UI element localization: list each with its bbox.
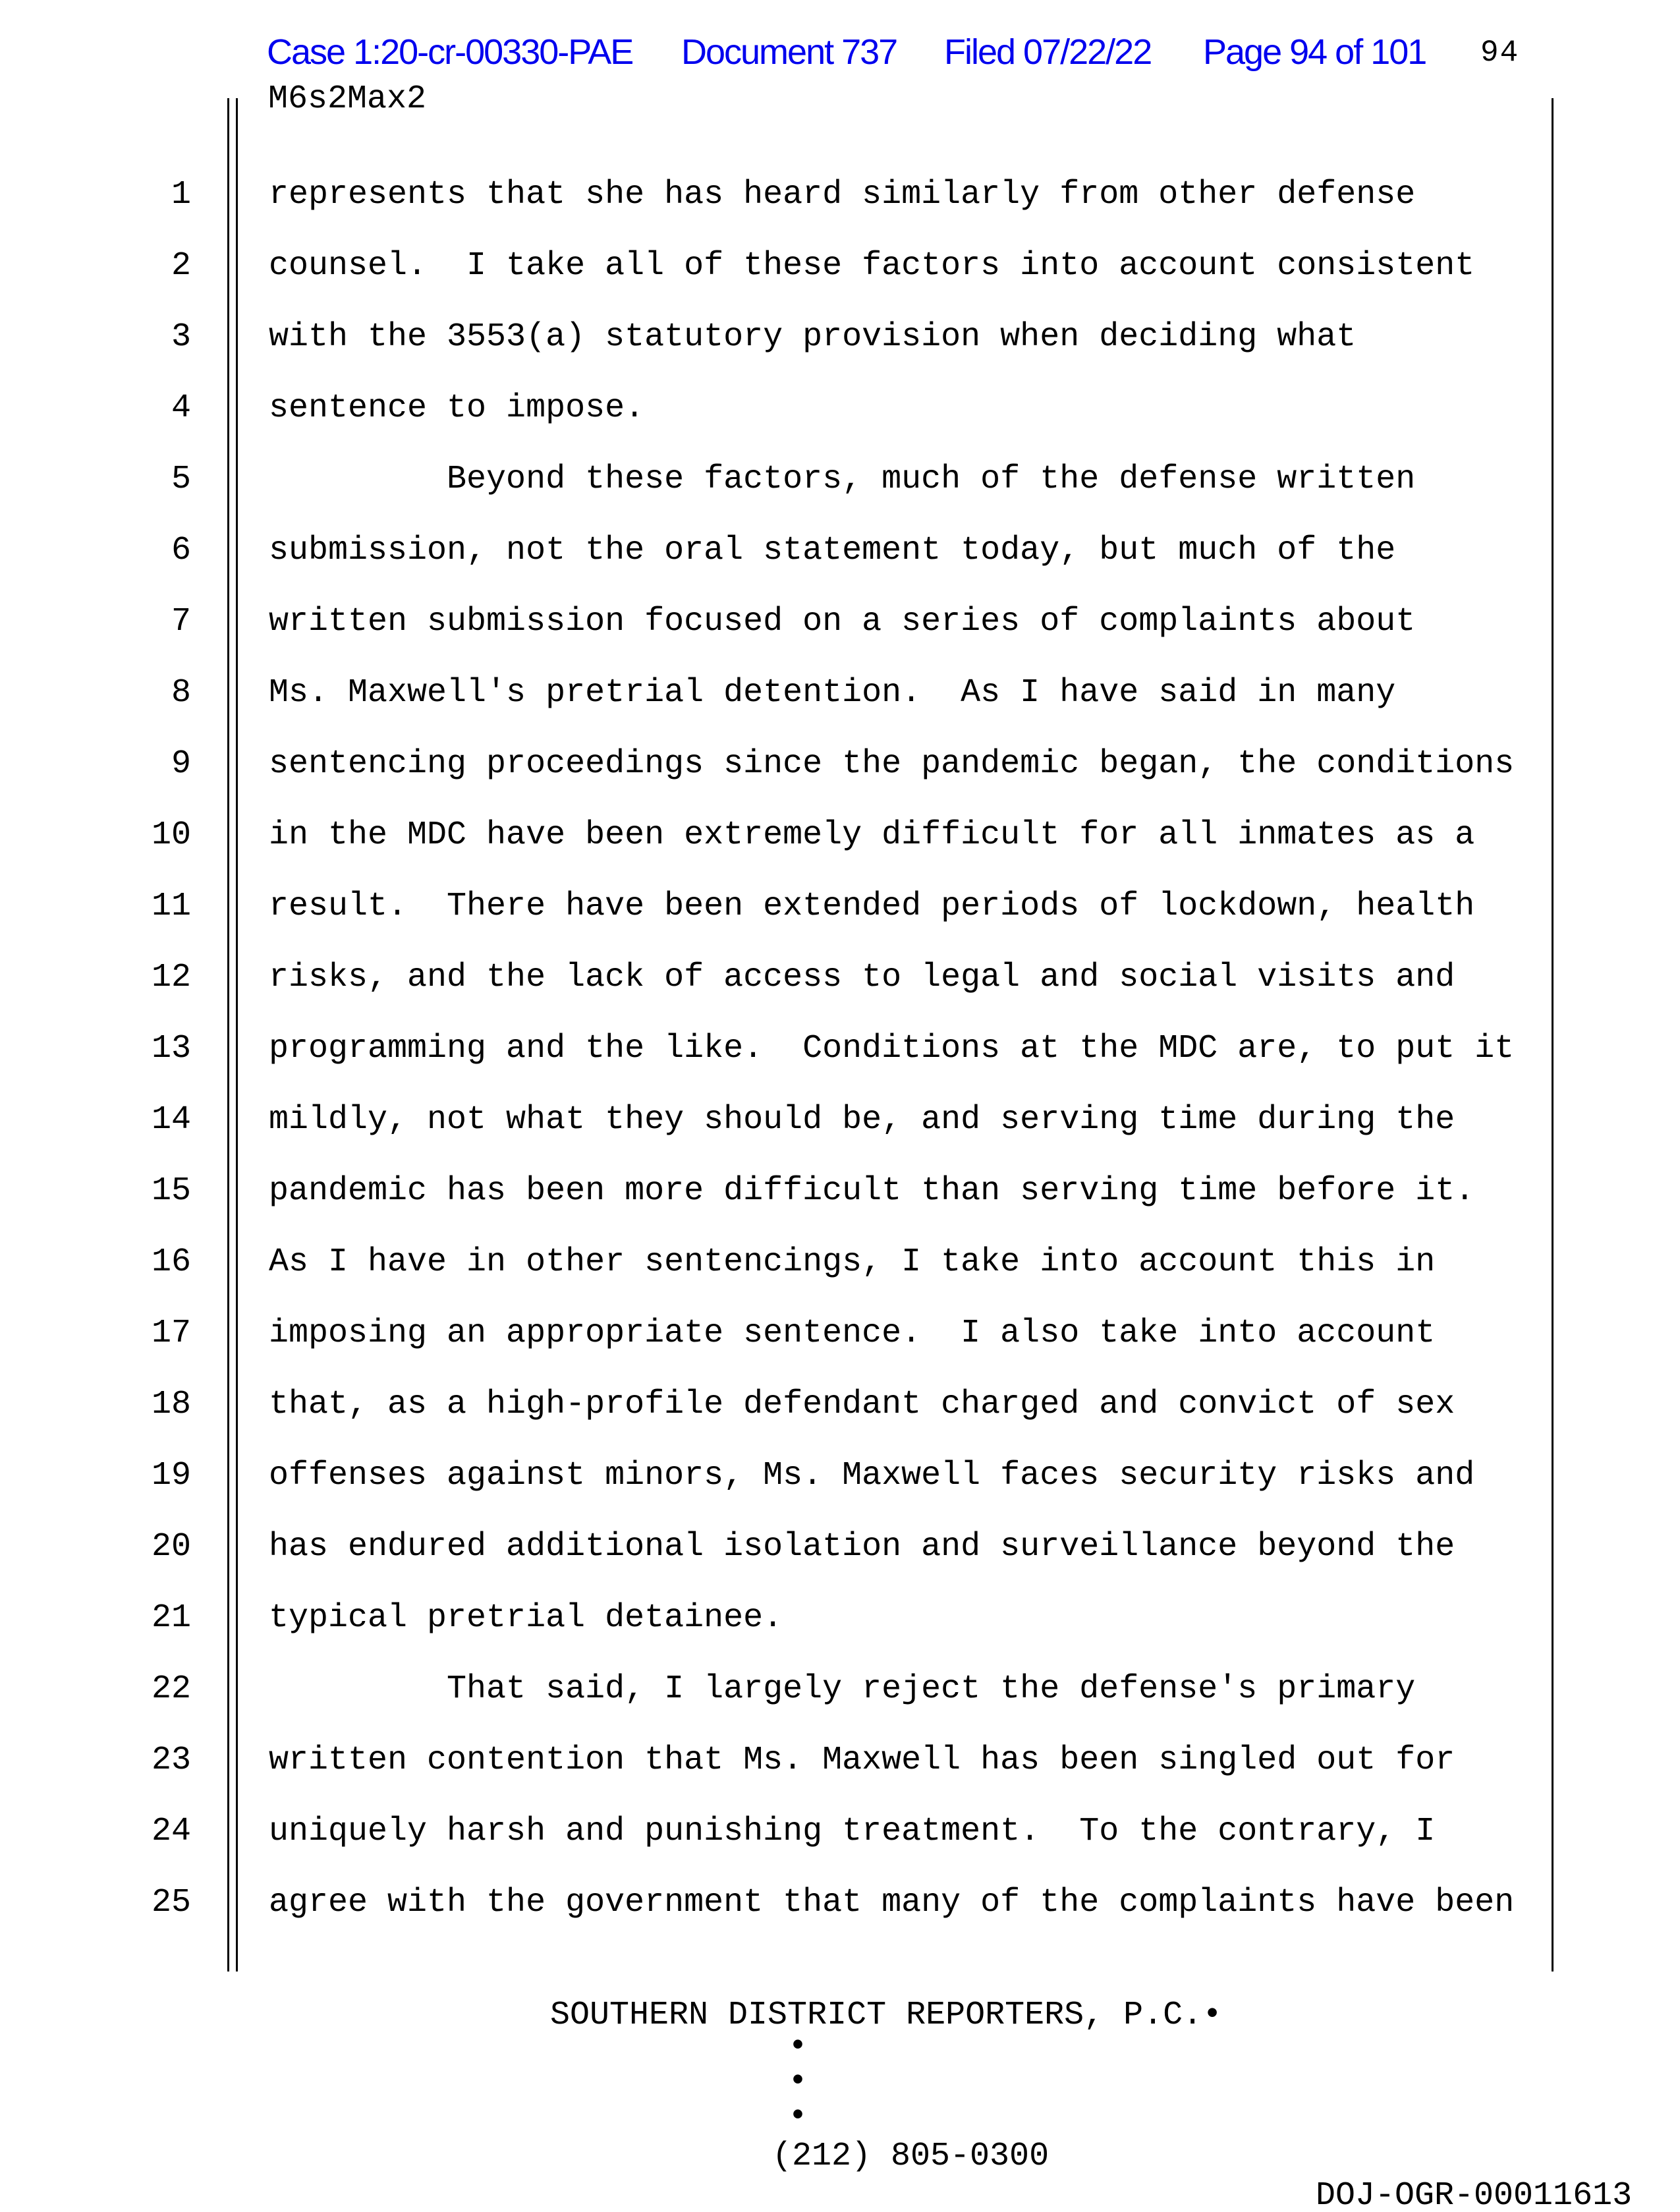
line-number: 21 xyxy=(151,1599,191,1637)
line-text: submission, not the oral statement today, but much of the xyxy=(269,532,1396,569)
line-number: 3 xyxy=(171,318,191,356)
transcript-line xyxy=(0,1316,1680,1353)
line-text: has endured additional isolation and surveillance beyond the xyxy=(269,1528,1455,1566)
court-reporter-name: SOUTHERN DISTRICT REPORTERS, P.C.• xyxy=(550,1997,1223,2034)
transcript-line xyxy=(0,1601,1680,1637)
transcript-session-id: M6s2Max2 xyxy=(268,80,427,118)
line-number: 5 xyxy=(171,461,191,498)
line-number: 23 xyxy=(151,1742,191,1779)
line-text: result. There have been extended periods of lockdown, health xyxy=(269,888,1475,925)
transcript-line xyxy=(0,960,1680,997)
line-number: 17 xyxy=(151,1315,191,1352)
line-text: As I have in other sentencings, I take into account this in xyxy=(269,1243,1436,1281)
bates-number: DOJ-OGR-00011613 xyxy=(1316,2177,1633,2212)
transcript-line xyxy=(0,747,1680,783)
line-text: that, as a high-profile defendant charged and convict of sex xyxy=(269,1386,1455,1423)
line-text: imposing an appropriate sentence. I also take into account xyxy=(269,1315,1436,1352)
line-number: 8 xyxy=(171,674,191,712)
line-text: represents that she has heard similarly from other defense xyxy=(269,176,1416,213)
line-number: 10 xyxy=(151,816,191,854)
line-number: 11 xyxy=(151,888,191,925)
stamp-page-info: Page 94 of 101 xyxy=(1203,32,1426,72)
line-text: written contention that Ms. Maxwell has been singled out for xyxy=(269,1742,1455,1779)
line-text: sentence to impose. xyxy=(269,389,645,427)
transcript-line xyxy=(0,391,1680,428)
transcript-line xyxy=(0,604,1680,641)
transcript-line xyxy=(0,1885,1680,1922)
line-text: programming and the like. Conditions at the MDC are, to put it xyxy=(269,1030,1515,1067)
line-text: risks, and the lack of access to legal and social visits and xyxy=(269,959,1455,996)
line-text: written submission focused on a series of complaints about xyxy=(269,603,1416,640)
transcript-line xyxy=(0,1672,1680,1709)
line-number: 6 xyxy=(171,532,191,569)
line-number: 18 xyxy=(151,1386,191,1423)
transcript-line xyxy=(0,1458,1680,1495)
line-number: 14 xyxy=(151,1101,191,1139)
transcript-line xyxy=(0,320,1680,356)
line-number: 2 xyxy=(171,247,191,285)
line-text: That said, I largely reject the defense's primary xyxy=(269,1670,1416,1708)
transcript-line xyxy=(0,889,1680,926)
court-reporter-phone: (212) 805-0300 xyxy=(772,2138,1050,2175)
line-text: sentencing proceedings since the pandemic began, the conditions xyxy=(269,745,1515,783)
transcript-line xyxy=(0,1174,1680,1210)
line-number: 15 xyxy=(151,1172,191,1210)
line-number: 13 xyxy=(151,1030,191,1067)
line-number: 1 xyxy=(171,176,191,213)
line-text: mildly, not what they should be, and serving time during the xyxy=(269,1101,1455,1139)
transcript-line xyxy=(0,1743,1680,1780)
line-text: with the 3553(a) statutory provision when deciding what xyxy=(269,318,1357,356)
stamp-filed-date: Filed 07/22/22 xyxy=(944,32,1152,72)
transcript-line xyxy=(0,675,1680,712)
transcript-line xyxy=(0,1245,1680,1282)
line-text: uniquely harsh and punishing treatment. To the contrary, I xyxy=(269,1813,1436,1850)
transcript-line xyxy=(0,1031,1680,1068)
line-number: 7 xyxy=(171,603,191,640)
line-text: counsel. I take all of these factors into account consistent xyxy=(269,247,1475,285)
footer-dot: • xyxy=(788,2098,808,2136)
line-text: offenses against minors, Ms. Maxwell faces security risks and xyxy=(269,1457,1475,1494)
transcript-line xyxy=(0,1529,1680,1566)
transcript-line xyxy=(0,177,1680,214)
line-text: pandemic has been more difficult than serving time before it. xyxy=(269,1172,1475,1210)
transcript-line xyxy=(0,1387,1680,1424)
transcript-line xyxy=(0,533,1680,570)
line-number: 22 xyxy=(151,1670,191,1708)
transcript-line xyxy=(0,1102,1680,1139)
line-number: 16 xyxy=(151,1243,191,1281)
transcript-line xyxy=(0,248,1680,285)
transcript-line xyxy=(0,1814,1680,1851)
line-number: 12 xyxy=(151,959,191,996)
line-number: 9 xyxy=(171,745,191,783)
stamp-case-number: Case 1:20-cr-00330-PAE xyxy=(267,32,633,72)
transcript-line xyxy=(0,462,1680,499)
line-number: 19 xyxy=(151,1457,191,1494)
line-text: Ms. Maxwell's pretrial detention. As I have said in many xyxy=(269,674,1396,712)
footer-dot: • xyxy=(788,2063,808,2101)
transcript-line xyxy=(0,818,1680,855)
page-number: 94 xyxy=(1480,36,1520,70)
line-number: 25 xyxy=(151,1884,191,1921)
stamp-document-number: Document 737 xyxy=(681,32,897,72)
line-text: Beyond these factors, much of the defense written xyxy=(269,461,1416,498)
line-number: 4 xyxy=(171,389,191,427)
line-number: 20 xyxy=(151,1528,191,1566)
line-text: in the MDC have been extremely difficult for all inmates as a xyxy=(269,816,1475,854)
line-text: typical pretrial detainee. xyxy=(269,1599,783,1637)
line-number: 24 xyxy=(151,1813,191,1850)
line-text: agree with the government that many of the complaints have been xyxy=(269,1884,1515,1921)
footer-dot: • xyxy=(788,2028,808,2066)
